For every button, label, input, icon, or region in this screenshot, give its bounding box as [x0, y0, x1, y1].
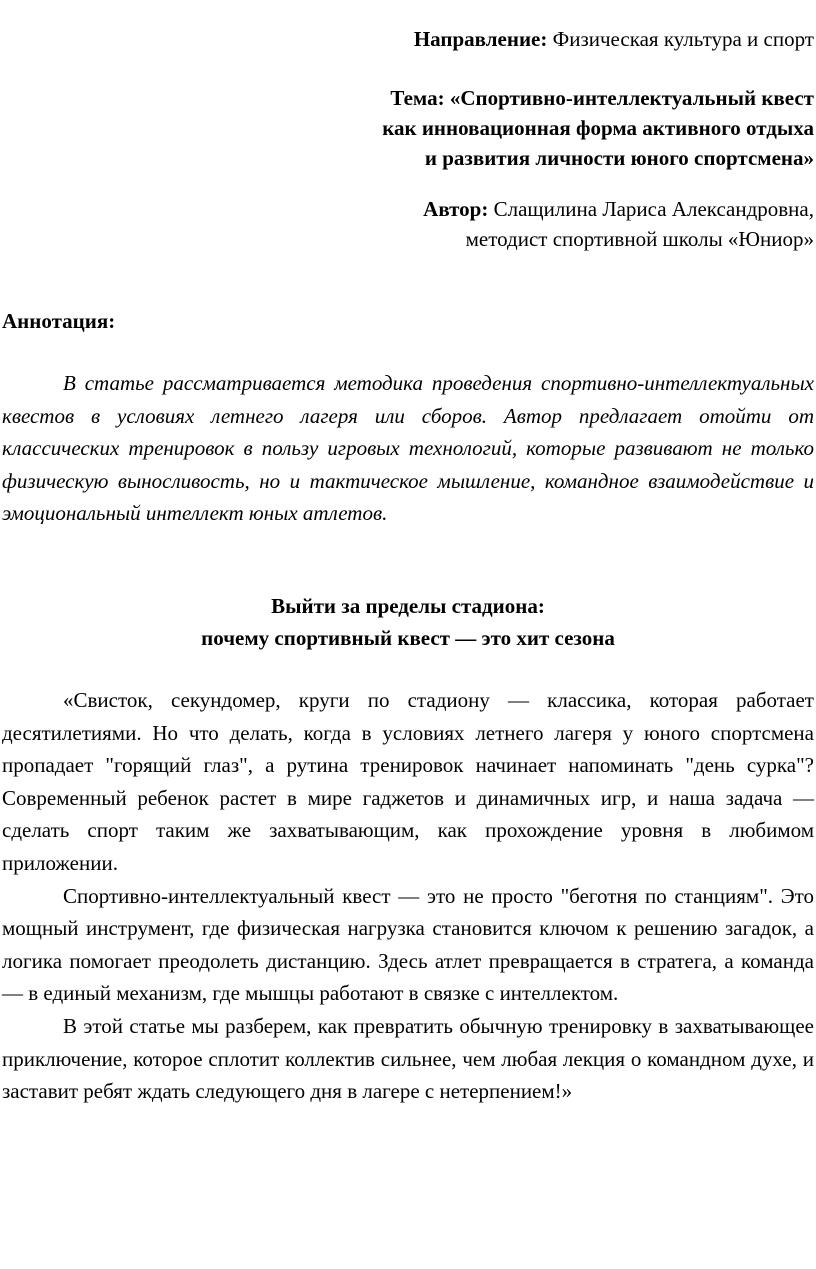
body-paragraph: В этой статье мы разберем, как превратить обычную тренировку в захватывающее приключение, которое сплотит коллектив сильнее, чем любая лекция о командном духе, и заставит ребят ждать следующего дня в лагере с нетерпением!»: [2, 1013, 814, 1104]
topic-line: и развития личности юного спортсмена»: [424, 146, 814, 170]
author-name: Слащилина Лариса Александровна,: [488, 197, 814, 221]
body-text: [2, 684, 814, 1108]
body-paragraph: Спортивно-интеллектуальный квест — это не просто "беготня по станциям". Это мощный инструмент, где физическая нагрузка становится ключом к решению загадок, а логика помогает преодолеть дистанцию. Здесь атлет превращается в стратега, а команда — в единый механизм, где мышцы работают в связке с интеллектом.: [2, 883, 814, 1006]
author-position: методист спортивной школы «Юниор»: [465, 227, 814, 251]
direction-value: Физическая культура и спорт: [547, 27, 814, 51]
topic-line: Тема: «Спортивно-интеллектуальный квест: [390, 86, 814, 110]
section-title: [0, 590, 816, 654]
topic-block: [382, 83, 814, 173]
author-label: Автор:: [423, 197, 489, 221]
direction-label: Направление:: [413, 27, 548, 51]
direction-line: [414, 24, 814, 54]
annotation-text: В статье рассматривается методика проведения спортивно-интеллектуальных квестов в условиях летнего лагеря или сборов. Автор предлагает отойти от классических тренировок в пользу игровых технологий, которые развивают не только физическую выносливость, но и тактическое мышление, командное взаимодействие и эмоциональный интеллект юных атлетов.: [2, 371, 814, 526]
author-block: [423, 194, 814, 254]
section-title-line: Выйти за пределы стадиона:: [271, 594, 545, 618]
topic-line: как инновационная форма активного отдыха: [382, 116, 814, 140]
annotation-heading: Аннотация:: [2, 309, 116, 333]
body-paragraph: «Свисток, секундомер, круги по стадиону — классика, которая работает десятилетиями. Но что делать, когда в условиях летнего лагеря у юного спортсмена пропадает "горящий глаз", а рутина тренировок начинает напоминать "день сурка"? Современный ребенок растет в мире гаджетов и динамичных игр, и наша задача — сделать спорт таким же захватывающим, как прохождение уровня в любимом приложении.: [2, 688, 814, 875]
section-title-line: почему спортивный квест — это хит сезона: [201, 626, 615, 650]
